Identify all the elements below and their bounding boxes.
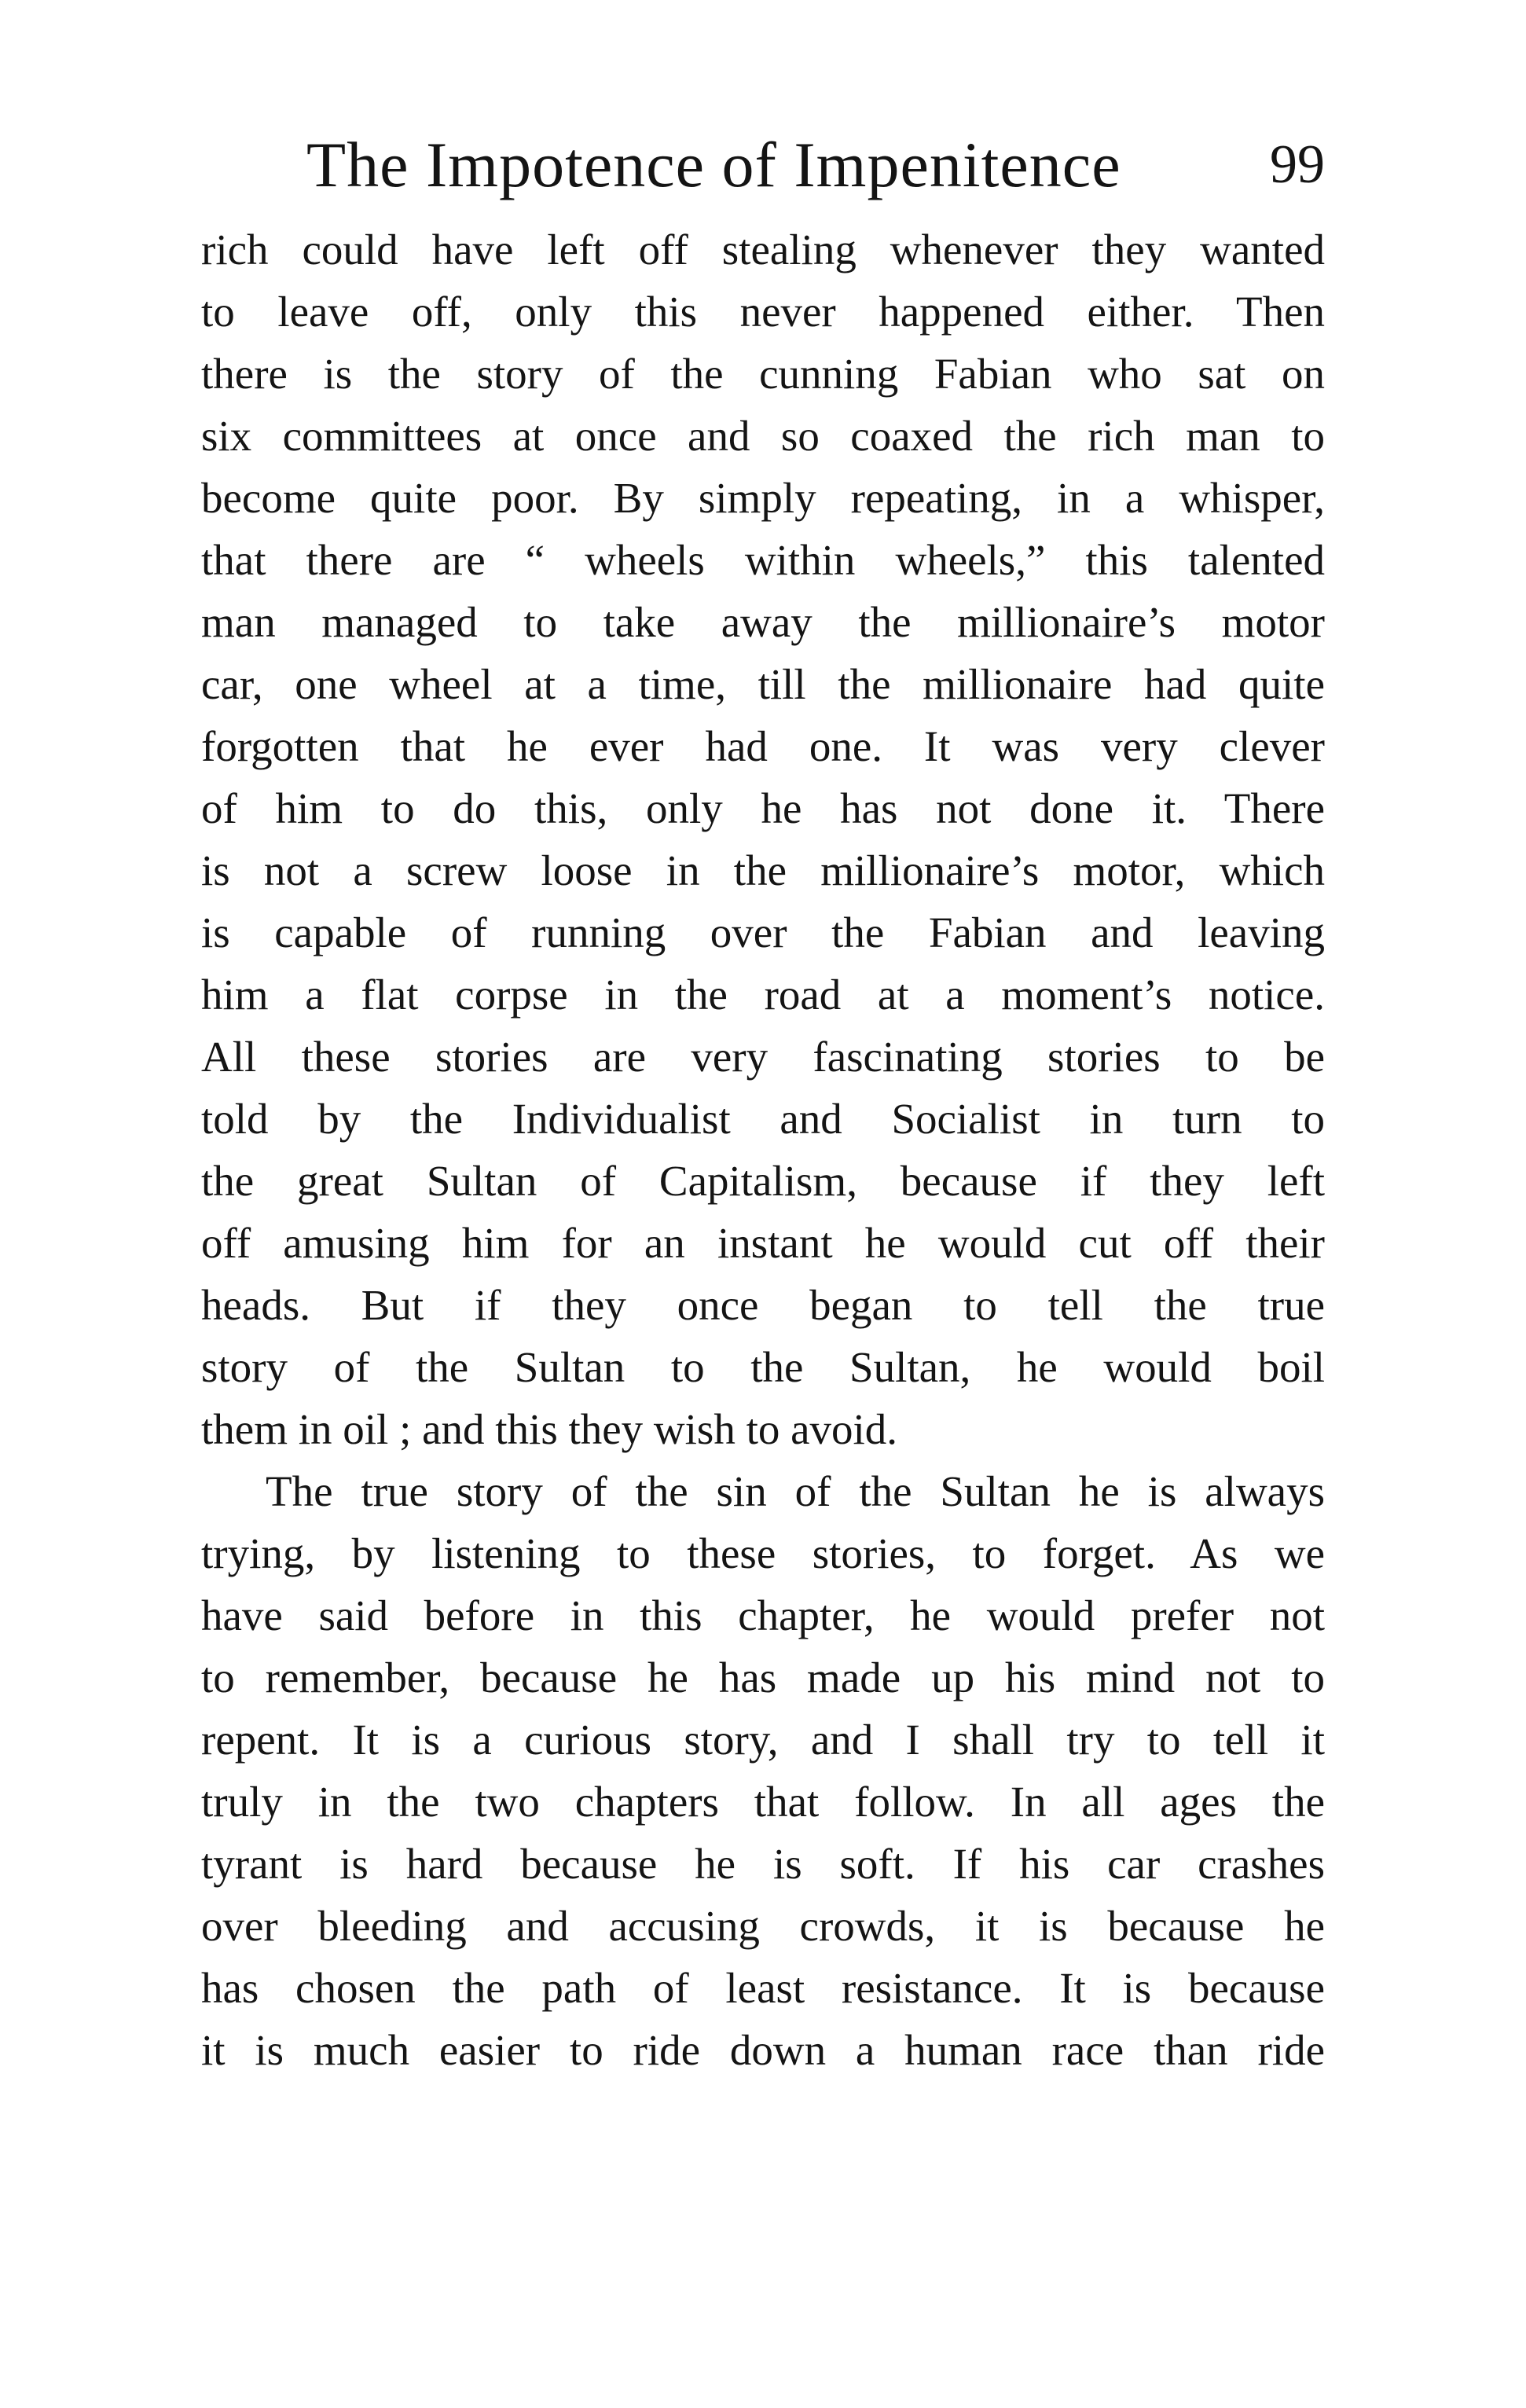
text-line: story of the Sultan to the Sultan, he would boil [201,1343,1325,1391]
text-line: repent. It is a curious story, and I shall try to tell it [201,1716,1325,1764]
text-line: forgotten that he ever had one. It was very clever [201,722,1325,770]
text-line: become quite poor. By simply repeating, in a whisper, [201,474,1325,522]
text-line: to leave off, only this never happened either. Then [201,288,1325,336]
text-line: them in oil ; and this they wish to avoid. [201,1405,898,1453]
text-line: The true story of the sin of the Sultan he is always [266,1467,1325,1515]
text-line: told by the Individualist and Socialist in turn to [201,1095,1325,1143]
paragraph-2 [201,1460,1325,2081]
page-header [201,118,1325,212]
text-line: is not a screw loose in the millionaire’s motor, which [201,846,1325,894]
text-line: have said before in this chapter, he would prefer not [201,1591,1325,1639]
running-title: The Impotence of Impenitence [306,129,1121,200]
text-line: truly in the two chapters that follow. In all ages the [201,1778,1325,1826]
text-line: heads. But if they once began to tell the true [201,1281,1325,1329]
text-line: tyrant is hard because he is soft. If his car crashes [201,1840,1325,1888]
text-line: All these stories are very fascinating stories to be [201,1033,1325,1081]
text-line: off amusing him for an instant he would cut off their [201,1219,1325,1267]
text-line: to remember, because he has made up his mind not to [201,1654,1325,1701]
page-number: 99 [1270,134,1325,195]
text-line: over bleeding and accusing crowds, it is because he [201,1902,1325,1950]
text-line: him a flat corpse in the road at a moment’s notice. [201,971,1325,1019]
body-text [201,218,1325,2081]
text-line: has chosen the path of least resistance. It is because [201,1964,1325,2012]
text-line: of him to do this, only he has not done it. There [201,784,1325,832]
text-line: is capable of running over the Fabian and leaving [201,909,1325,956]
text-line: man managed to take away the millionaire’s motor [201,598,1325,646]
text-line: that there are “ wheels within wheels,” this talented [201,536,1325,584]
text-line: rich could have left off stealing whenever they wanted [201,226,1325,273]
text-line: there is the story of the cunning Fabian who sat on [201,350,1325,398]
text-line: car, one wheel at a time, till the millionaire had quite [201,660,1325,708]
text-line: trying, by listening to these stories, to forget. As we [201,1529,1325,1577]
text-line: the great Sultan of Capitalism, because if they left [201,1157,1325,1205]
paragraph-1 [201,218,1325,1460]
text-line: it is much easier to ride down a human race than ride [201,2026,1325,2074]
text-line: six committees at once and so coaxed the rich man to [201,412,1325,460]
